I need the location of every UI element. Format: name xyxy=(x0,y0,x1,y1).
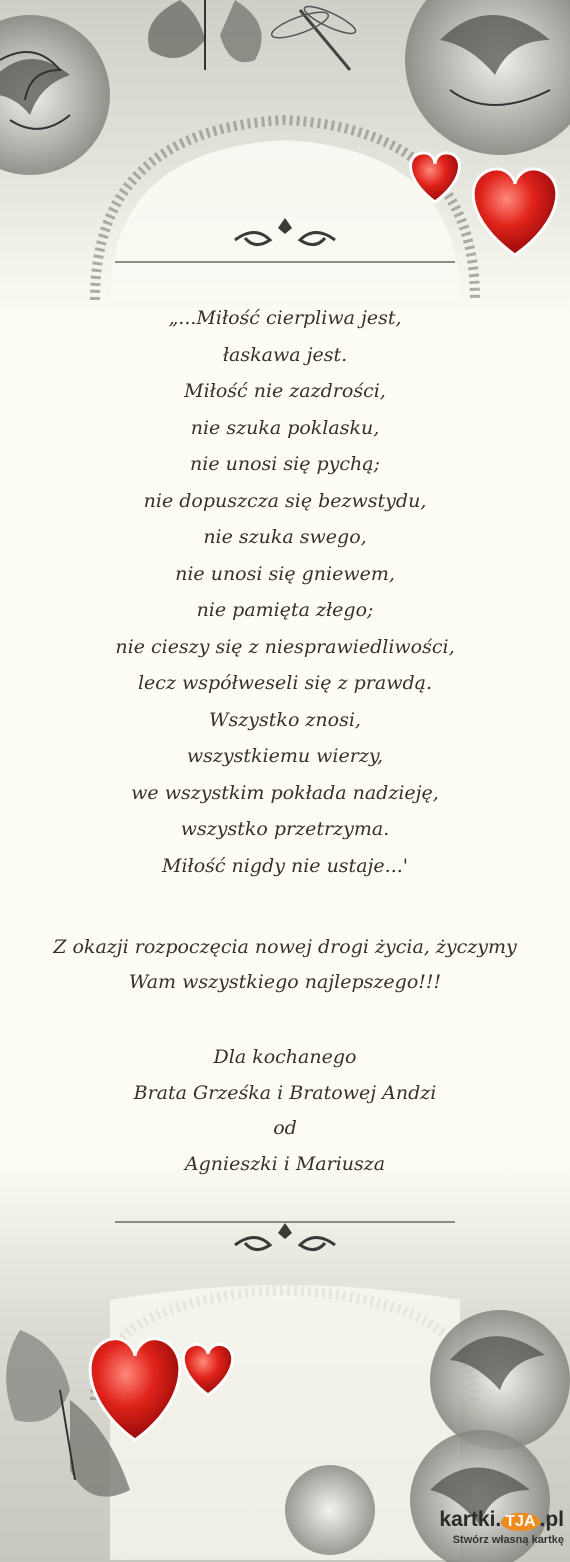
site-logo[interactable] xyxy=(439,1508,564,1554)
dedication-line: Brata Grześka i Bratowej Andzi xyxy=(133,1081,437,1104)
logo-tag-badge: TJA xyxy=(501,1513,539,1531)
verse-line: nie unosi się gniewem, xyxy=(175,562,395,585)
butterfly-top-illustration xyxy=(148,0,262,70)
dedication-line: Dla kochanego xyxy=(213,1046,357,1068)
logo-name: kartki. xyxy=(439,1508,502,1531)
verse-line: nie dopuszcza się bezwstydu, xyxy=(143,489,427,512)
verse-line: nie szuka swego, xyxy=(203,526,367,548)
verse-line: „...Miłość cierpliwa jest, xyxy=(168,307,402,329)
verse-line: Miłość nie zazdrości, xyxy=(184,380,386,402)
verse-line: nie cieszy się z niesprawiedliwości, xyxy=(115,635,455,658)
rose-top-left-illustration xyxy=(0,15,110,175)
scroll-flourish-bottom-icon xyxy=(115,1222,455,1250)
verse-line: nie pamięta złego; xyxy=(196,599,374,621)
logo-wordmark xyxy=(439,1508,564,1532)
verse-line: nie szuka poklasku, xyxy=(190,416,380,439)
dedication-block xyxy=(0,1040,570,1182)
logo-tld: .pl xyxy=(539,1508,564,1531)
dragonfly-top-illustration xyxy=(269,2,358,70)
verse-block xyxy=(0,300,570,884)
verse-line: we wszystkim pokłada nadzieję, xyxy=(131,781,439,804)
wish-block xyxy=(0,930,570,1000)
wish-line: Z okazji rozpoczęcia nowej drogi życia, życzymy xyxy=(53,936,517,958)
logo-tagline: Stwórz własną kartkę xyxy=(452,1534,564,1546)
verse-line: lecz współweseli się z prawdą. xyxy=(137,672,432,694)
dedication-line: Agnieszki i Mariusza xyxy=(184,1152,386,1175)
verse-line: nie unosi się pychą; xyxy=(190,453,380,475)
verse-line: łaskawa jest. xyxy=(222,343,348,366)
rose-top-right-illustration xyxy=(405,0,570,155)
verse-line: Miłość nigdy nie ustaje...' xyxy=(162,854,408,877)
dedication-line: od xyxy=(273,1117,297,1139)
verse-line: Wszystko znosi, xyxy=(209,708,361,731)
verse-line: wszystko przetrzyma. xyxy=(180,818,390,840)
heart-icon-top-large xyxy=(473,169,557,255)
verse-line: wszystkiemu wierzy, xyxy=(186,745,384,767)
wish-line: Wam wszystkiego najlepszego!!! xyxy=(128,971,442,993)
lace-ornament-top xyxy=(95,120,475,300)
